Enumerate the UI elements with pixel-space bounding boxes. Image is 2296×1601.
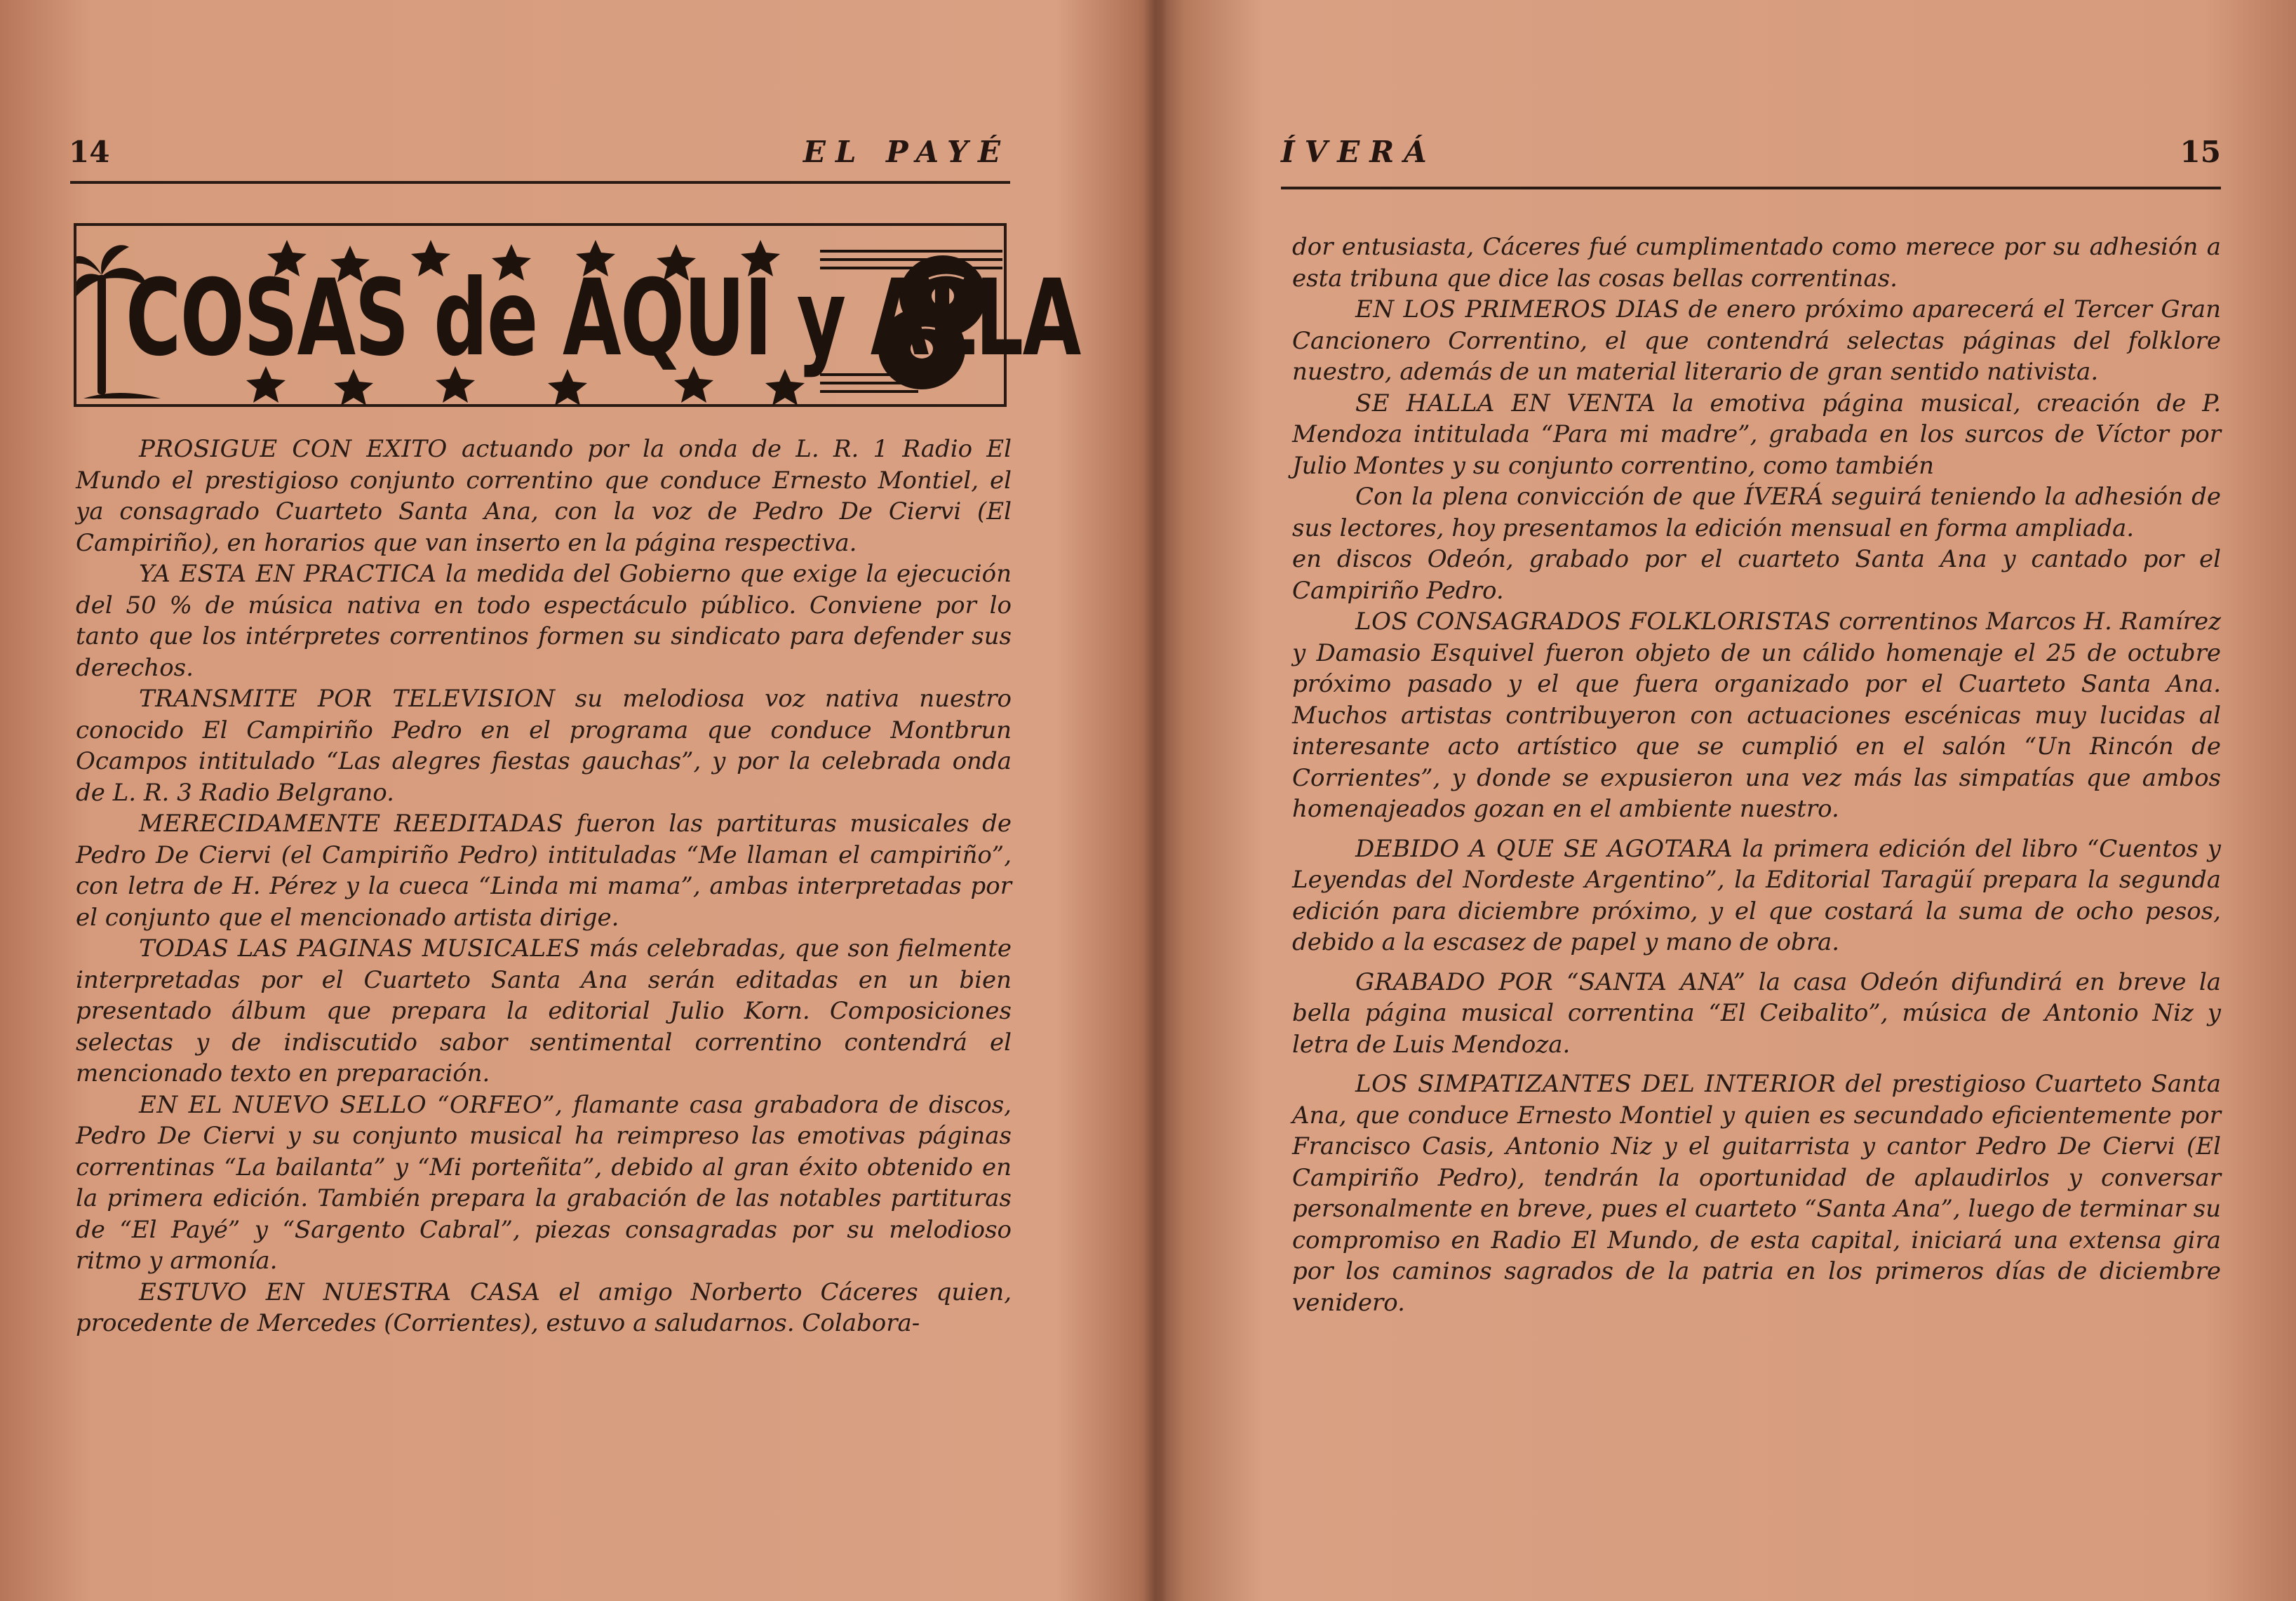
paragraph	[76, 683, 1012, 808]
paragraph	[76, 808, 1012, 933]
paragraph-lead: SE HALLA EN VENTA	[1355, 389, 1656, 417]
paragraph-body: Con la plena convicción de que ÍVERÁ seguirá teniendo la adhesión de sus lectores, hoy presentamos la edición mensual en forma ampliada.	[1292, 483, 2221, 542]
paragraph-body: la emotiva página musical, creación de P. Mendoza intitulada “Para mi madre”, grabada en los surcos de Víctor por Julio Montes y su conjunto correntino, como también	[1292, 389, 2222, 480]
paragraph	[1292, 1069, 2221, 1318]
paragraph	[76, 1277, 1012, 1339]
paragraph-lead: YA ESTA EN PRACTICA	[139, 560, 437, 588]
paragraph-body: el amigo Norberto Cáceres quien, procedente de Mercedes (Corrientes), estuvo a saludarnos. Colabora-	[76, 1278, 1012, 1337]
header-rule	[70, 181, 1010, 184]
paragraph-lead: PROSIGUE CON EXITO	[139, 435, 448, 463]
paragraph	[76, 933, 1012, 1090]
paragraph-lead: EN EL NUEVO SELLO “ORFEO”,	[139, 1090, 563, 1119]
paragraph-body: la primera edición del libro “Cuentos y Leyendas del Nordeste Argentino”, la Editorial Taragüí prepara la segunda edición para diciembre próximo, y el que costará la suma de ocho pesos, debido a la escasez de papel y mano de obra.	[1292, 834, 2221, 956]
paragraph-body: la casa Odeón difundirá en breve la bella página musical correntina “El Ceibalito”, música de Antonio Niz y letra de Luis Mendoza.	[1292, 967, 2221, 1059]
paragraph-body: fueron las partituras musicales de Pedro De Ciervi (el Campiriño Pedro) intituladas “Me llaman el campiriño”, con letra de H. Pérez y la cueca “Linda mi mama”, ambas interpretadas por el conjunto que el mencionado artista dirige.	[76, 810, 1012, 932]
paragraph-lead: DEBIDO A QUE SE AGOTARA	[1355, 834, 1733, 863]
paragraph-body: del prestigioso Cuarteto Santa Ana, que conduce Ernesto Montiel y quien es secundado eficientemente por Francisco Casis, Antonio Niz y el guitarrista y cantor Pedro De Ciervi (El Campiriño Pedro), tendrán la oportunidad de aplaudirlos y conversar personalmente en breve, pues el cuarteto “Santa Ana”, luego de terminar su compromiso en Radio El Mundo, de esta capital, iniciará una extensa gira por los caminos sagrados de la patria en los primeros días de diciembre venidero.	[1292, 1070, 2221, 1317]
paragraph-body: dor entusiasta, Cáceres fué cumplimentado como merece por su adhesión a esta tribuna que dice las cosas bellas correntinas.	[1292, 233, 2221, 293]
running-head	[1281, 135, 2221, 177]
page-number: 14	[69, 135, 110, 169]
paragraph-lead: GRABADO POR “SANTA ANA”	[1355, 967, 1746, 996]
right-page	[1162, 0, 2296, 1601]
paragraph	[1292, 232, 2221, 294]
paragraph-lead: TRANSMITE POR TELEVISION	[139, 685, 556, 713]
paragraph-body: la medida del Gobierno que exige la ejecución del 50 % de música nativa en todo espectáculo público. Conviene por lo tanto que los intérpretes correntinos formen su sindicato para defender sus derechos.	[76, 560, 1012, 682]
right-column-text	[1292, 232, 2221, 1318]
paragraph-body: correntinos Marcos H. Ramírez y Damasio Esquivel fueron objeto de un cálido homenaje el 25 de octubre próximo pasado y el que fuera organizado por el Cuarteto Santa Ana. Muchos artistas contribuyeron con actuaciones escénicas muy lucidas al interesante acto artístico que se cumplió en el salón “Un Rincón de Corrientes”, y donde se expusieron una vez más las simpatías que ambos homenajeados gozan en el ambiente nuestro.	[1292, 608, 2221, 823]
left-column-text	[76, 434, 1012, 1339]
paragraph-body: más celebradas, que son fielmente interpretadas por el Cuarteto Santa Ana serán editadas en un bien presentado álbum que prepara la editorial Julio Korn. Composiciones selectas y de indiscutido sabor sentimental correntino contendrá el mencionado texto en preparación.	[76, 935, 1012, 1087]
paragraph-body: de enero próximo aparecerá el Tercer Gran Cancionero Correntino, el que contendrá selectas páginas del folklore nuestro, además de un material literario de gran sentido nativista.	[1292, 295, 2222, 386]
paragraph	[1292, 481, 2221, 544]
paragraph	[1292, 606, 2221, 825]
paragraph-body: su melodiosa voz nativa nuestro conocido El Campiriño Pedro en el programa que conduce Montbrun Ocampos intitulado “Las alegres fiestas gauchas”, y por la celebrada onda de L. R. 3 Radio Belgrano.	[76, 685, 1012, 807]
banner-title: COSAS de AQUI y ALLA	[126, 257, 1080, 380]
paragraph-lead: LOS CONSAGRADOS FOLKLORISTAS	[1355, 608, 1832, 636]
paragraph	[76, 1090, 1012, 1277]
running-title: EL PAYÉ	[803, 135, 1010, 169]
paragraph-lead: LOS SIMPATIZANTES DEL INTERIOR	[1355, 1070, 1837, 1098]
paragraph	[1292, 967, 2221, 1061]
paragraph-lead: MERECIDAMENTE REEDITADAS	[139, 810, 564, 838]
paragraph	[76, 434, 1012, 558]
running-head	[69, 135, 1010, 177]
paragraph-lead: EN LOS PRIMEROS DIAS	[1355, 295, 1680, 323]
header-rule	[1281, 187, 2221, 189]
paragraph	[76, 558, 1012, 683]
page-number: 15	[2180, 135, 2221, 169]
paragraph	[1292, 294, 2221, 388]
running-title: ÍVERÁ	[1281, 135, 1437, 169]
paragraph	[1292, 833, 2221, 958]
paragraph-body: en discos Odeón, grabado por el cuarteto Santa Ana y cantado por el Campiriño Pedro.	[1292, 545, 2221, 605]
paragraph-lead: ESTUVO EN NUESTRA CASA	[139, 1278, 541, 1306]
paragraph-lead: TODAS LAS PAGINAS MUSICALES	[139, 935, 581, 963]
section-banner	[74, 223, 1080, 407]
paragraph	[1292, 388, 2221, 482]
paragraph-body: actuando por la onda de L. R. 1 Radio El Mundo el prestigioso conjunto correntino que conduce Ernesto Montiel, el ya consagrado Cuarteto Santa Ana, con la voz de Pedro De Ciervi (El Campiriño), en horarios que van inserto en la página respectiva.	[76, 435, 1012, 557]
paragraph	[1292, 544, 2221, 606]
paragraph-body: flamante casa grabadora de discos, Pedro De Ciervi y su conjunto musical ha reimpreso las emotivas páginas correntinas “La bailanta” y “Mi porteñita”, debido al gran éxito obtenido en la primera edición. También prepara la grabación de las notables partituras de “El Payé” y “Sargento Cabral”, piezas consagradas por su melodioso ritmo y armonía.	[76, 1090, 1012, 1275]
